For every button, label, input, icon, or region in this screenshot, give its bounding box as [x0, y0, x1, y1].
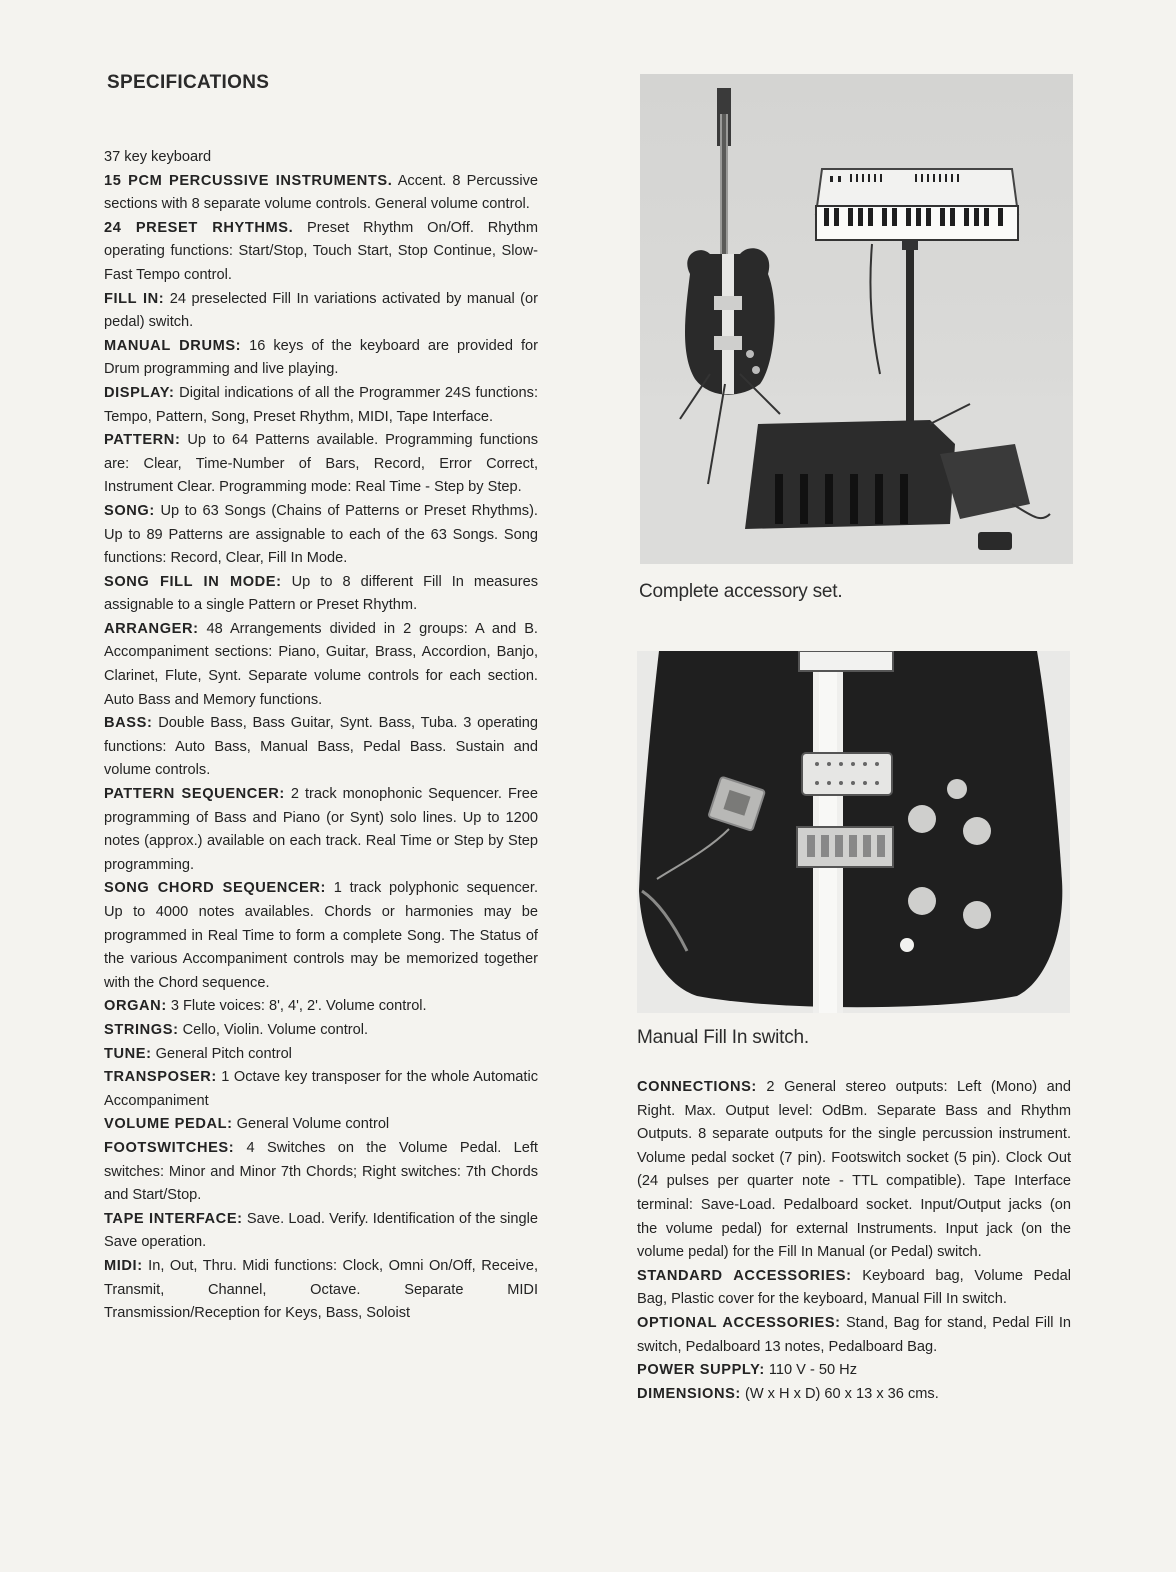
spec-item: SONG: Up to 63 Songs (Chains of Patterns or Preset Rhythms). Up to 89 Patterns are assignable to each of the 63 Songs. Song functions: Record, Clear, Fill In Mode. — [104, 502, 538, 567]
spec-item: 37 key keyboard — [104, 149, 212, 165]
spec-item: CONNECTIONS: 2 General stereo outputs: Left (Mono) and Right. Max. Output level: OdBm. Separate Bass and Rhythm Outputs. 8 separate outputs for the single percussion instrument. Volume pedal socket (7 pin). Footswitch socket (5 pin). Clock Out (24 pulses per quarter note - TTL compatible). Tape Interface terminal: Save-Load. Pedalboard socket. Input/Output jacks (on the volume pedal) for external Instruments. Input jack (on the volume pedal) for the Fill In Manual (or Pedal) switch. — [637, 1079, 1071, 1261]
spec-item: ARRANGER: 48 Arrangements divided in 2 groups: A and B. Accompaniment sections: Piano, Guitar, Brass, Accordion, Banjo, Clarinet, Flute, Synt. Separate volume controls for each section. Auto Bass and Memory functions. — [104, 620, 538, 708]
spec-item: STRINGS: Cello, Violin. Volume control. — [104, 1021, 369, 1038]
fill-in-switch-photo — [637, 651, 1070, 1013]
spec-item: FILL IN: 24 preselected Fill In variations activated by manual (or pedal) switch. — [104, 290, 539, 331]
photo2-caption: Manual Fill In switch. — [637, 1027, 809, 1048]
spec-item: MIDI: In, Out, Thru. Midi functions: Clock, Omni On/Off, Receive, Transmit, Channel, Octave. Separate MIDI Transmission/Reception for Keys, Bass, Soloist — [104, 1257, 538, 1322]
spec-item: FOOTSWITCHES: 4 Switches on the Volume Pedal. Left switches: Minor and Minor 7th Chords; Right switches: 7th Chords and Start/Stop. — [104, 1139, 538, 1204]
spec-item: SONG FILL IN MODE: Up to 8 different Fill In measures assignable to a single Pattern or Preset Rhythm. — [104, 573, 538, 614]
spec-item: 15 PCM PERCUSSIVE INSTRUMENTS. Accent. 8 Percussive sections with 8 separate volume controls. General volume control. — [104, 172, 538, 213]
spec-item: PATTERN: Up to 64 Patterns available. Programming functions are: Clear, Time-Number of Bars, Record, Error Correct, Instrument Clear. Programming mode: Real Time - Step by Step. — [104, 432, 538, 496]
spec-item: TAPE INTERFACE: Save. Load. Verify. Identification of the single Save operation. — [104, 1210, 538, 1251]
specs-right-column — [637, 1076, 1071, 1406]
spec-item: VOLUME PEDAL: General Volume control — [104, 1116, 390, 1133]
spec-item: ORGAN: 3 Flute voices: 8', 4', 2'. Volume control. — [104, 998, 427, 1015]
spec-item: POWER SUPPLY: 110 V - 50 Hz — [637, 1362, 858, 1379]
accessory-set-photo — [640, 74, 1073, 564]
specs-left-column — [104, 146, 538, 1326]
spec-item: DISPLAY: Digital indications of all the Programmer 24S functions: Tempo, Pattern, Song, Preset Rhythm, MIDI, Tape Interface. — [104, 384, 538, 425]
spec-item: SONG CHORD SEQUENCER: 1 track polyphonic sequencer. Up to 4000 notes availables. Chords or harmonies may be programmed in Real Time to form a complete Song. The Status of the various Accompaniment controls may be memorized together with the Chord sequence. — [104, 880, 538, 991]
spec-item: BASS: Double Bass, Bass Guitar, Synt. Bass, Tuba. 3 operating functions: Auto Bass, Manual Bass, Pedal Bass. Sustain and volume controls. — [104, 715, 538, 779]
spec-item: PATTERN SEQUENCER: 2 track monophonic Sequencer. Free programming of Bass and Piano (or Synt) solo lines. Up to 1200 notes (approx.) available on each track. Real Time or Step by Step programming. — [104, 786, 538, 873]
spec-item: DIMENSIONS: (W x H x D) 60 x 13 x 36 cms. — [637, 1385, 939, 1402]
page-title: SPECIFICATIONS — [107, 72, 270, 93]
spec-item: TUNE: General Pitch control — [104, 1045, 292, 1062]
spec-item: 24 PRESET RHYTHMS. Preset Rhythm On/Off. Rhythm operating functions: Start/Stop, Touch Start, Stop Continue, Slow-Fast Tempo control. — [104, 219, 538, 283]
spec-item: TRANSPOSER: 1 Octave key transposer for the whole Automatic Accompaniment — [104, 1069, 538, 1109]
spec-item: OPTIONAL ACCESSORIES: Stand, Bag for stand, Pedal Fill In switch, Pedalboard 13 notes, Pedalboard Bag. — [637, 1314, 1072, 1355]
photo1-caption: Complete accessory set. — [639, 581, 843, 602]
spec-item: MANUAL DRUMS: 16 keys of the keyboard are provided for Drum programming and live playing. — [104, 337, 538, 378]
spec-item: STANDARD ACCESSORIES: Keyboard bag, Volume Pedal Bag, Plastic cover for the keyboard, Manual Fill In switch. — [637, 1267, 1071, 1308]
